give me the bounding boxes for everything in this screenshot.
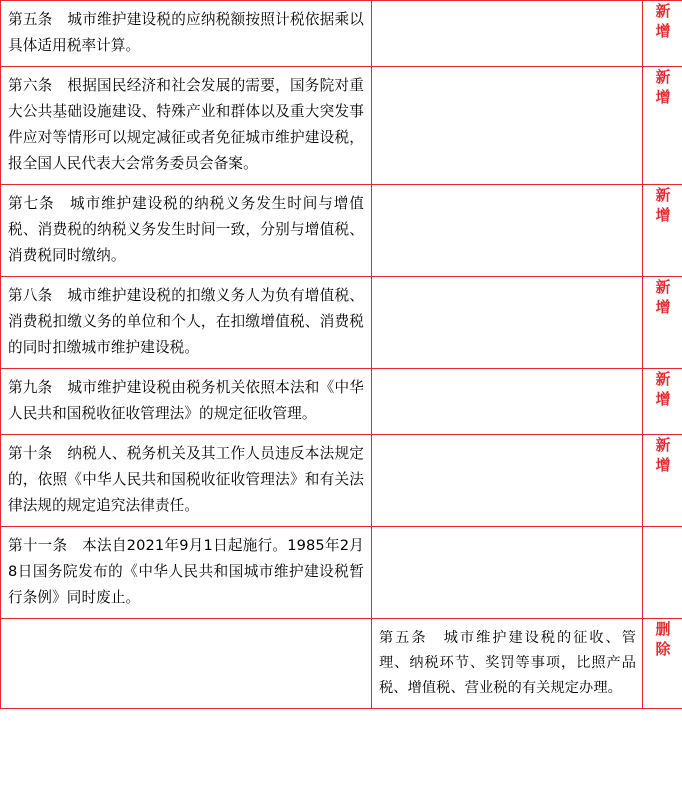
new-provision-text: 第五条 城市维护建设税的应纳税额按照计税依据乘以具体适用税率计算。 (8, 11, 364, 54)
old-provision-cell (372, 67, 643, 185)
old-provision-text (372, 185, 642, 199)
change-mark-text: 新增 (655, 370, 671, 408)
change-mark-text: 新增 (655, 278, 671, 316)
change-mark-text: 新增 (655, 186, 671, 224)
change-mark-cell (643, 619, 682, 709)
old-provision-text (372, 1, 642, 15)
new-provision-cell (1, 435, 372, 527)
change-mark-text: 新增 (655, 436, 671, 474)
table-row (1, 1, 682, 67)
old-provision-cell (372, 1, 643, 67)
change-mark-cell (643, 185, 682, 277)
change-mark (643, 435, 682, 475)
table-row (1, 369, 682, 435)
new-provision-text: 第九条 城市维护建设税由税务机关依照本法和《中华人民共和国税收征收管理法》的规定征收管理。 (8, 379, 364, 422)
old-provision-text (372, 67, 642, 81)
new-provision-text: 第八条 城市维护建设税的扣缴义务人为负有增值税、消费税扣缴义务的单位和个人，在扣缴增值税、消费税的同时扣缴城市维护建设税。 (8, 287, 364, 356)
table-body (1, 1, 682, 709)
change-mark (643, 1, 682, 41)
new-provision-cell (1, 619, 372, 709)
table-row (1, 527, 682, 619)
table-row (1, 435, 682, 527)
change-mark-cell (643, 1, 682, 67)
change-mark-text: 新增 (655, 68, 671, 106)
change-mark-text: 新增 (655, 2, 671, 40)
change-mark-cell (643, 435, 682, 527)
new-provision-cell (1, 369, 372, 435)
change-mark (643, 277, 682, 317)
change-mark (643, 185, 682, 225)
change-mark-cell (643, 369, 682, 435)
table-row (1, 277, 682, 369)
old-provision-text (372, 435, 642, 449)
new-provision-text: 第十一条 本法自2021年9月1日起施行。1985年2月8日国务院发布的《中华人民共和国城市维护建设税暂行条例》同时废止。 (8, 537, 364, 606)
old-provision-cell (372, 527, 643, 619)
old-provision-cell (372, 619, 643, 709)
change-mark-cell (643, 67, 682, 185)
old-provision-text (372, 277, 642, 291)
change-mark (643, 67, 682, 107)
old-provision-text: 第五条 城市维护建设税的征收、管理、纳税环节、奖罚等事项，比照产品税、增值税、营业税的有关规定办理。 (379, 630, 636, 696)
new-provision-text (1, 619, 371, 632)
new-provision-text: 第七条 城市维护建设税的纳税义务发生时间与增值税、消费税的纳税义务发生时间一致，分别与增值税、消费税同时缴纳。 (8, 195, 364, 264)
old-provision-text (372, 527, 642, 541)
change-mark-cell (643, 277, 682, 369)
new-provision-cell (1, 67, 372, 185)
old-provision-cell (372, 369, 643, 435)
new-provision-cell (1, 1, 372, 67)
change-mark-text: 删除 (655, 620, 671, 658)
new-provision-text: 第六条 根据国民经济和社会发展的需要，国务院对重大公共基础设施建设、特殊产业和群体以及重大突发事件应对等情形可以规定减征或者免征城市维护建设税，报全国人民代表大会常务委员会备案。 (8, 77, 364, 172)
new-provision-cell (1, 277, 372, 369)
new-provision-text: 第十条 纳税人、税务机关及其工作人员违反本法规定的，依照《中华人民共和国税收征收管理法》和有关法律法规的规定追究法律责任。 (8, 445, 364, 514)
table-row (1, 185, 682, 277)
old-provision-cell (372, 435, 643, 527)
change-mark (643, 619, 682, 659)
old-provision-cell (372, 277, 643, 369)
change-mark-cell (643, 527, 682, 619)
old-provision-cell (372, 185, 643, 277)
table-row (1, 619, 682, 709)
new-provision-cell (1, 527, 372, 619)
table-row (1, 67, 682, 185)
change-mark (643, 369, 682, 409)
new-provision-cell (1, 185, 372, 277)
old-provision-text (372, 369, 642, 383)
